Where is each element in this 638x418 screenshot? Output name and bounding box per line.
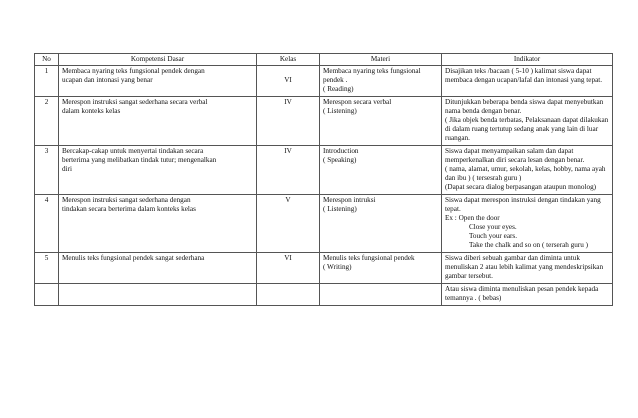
materi-cell: Menulis teks fungsional pendek ( Writing) [320, 253, 442, 284]
kompetensi-dasar-cell [59, 284, 257, 306]
row-number: 5 [35, 253, 59, 284]
indikator-cell: Atau siswa diminta menuliskan pesan pendek kepada temannya . ( bebas) [442, 284, 613, 306]
indikator-cell: Siswa dapat menyampaikan salam dan dapat memperkenalkan diri secara lesan dengan benar. ( nama, alamat, umur, sekolah, kelas, hobby, nama ayah dan ibu ) ( tersesrah guru ) (Dapat secara dialog berpasangan ataupun monolog) [442, 146, 613, 195]
header-kompetensi-dasar: Kompetensi Dasar [59, 54, 257, 66]
indikator-cell: Siswa dapat merespon instruksi dengan tindakan yang tepat. Ex : Open the door Close your eyes. Touch your ears. Take the chalk and so on ( terserah guru ) [442, 195, 613, 253]
indikator-cell: Disajikan teks /bacaan ( 5-10 ) kalimat siswa dapat membaca dengan ucapan/lafal dan intonasi yang tepat. [442, 66, 613, 97]
materi-cell [320, 284, 442, 306]
header-no: No [35, 54, 59, 66]
kompetensi-dasar-cell: Merespon instruksi sangat sederhana secara verbal dalam konteks kelas [59, 97, 257, 146]
indikator-cell: Ditunjukkan beberapa benda siswa dapat menyebutkan nama benda dengan benar. ( Jika objek benda terbatas, Pelaksanaan dapat dilakukan di dalam ruang tertutup sedang anak yang lain di luar ruangan. [442, 97, 613, 146]
materi-cell: Merespon intruksi ( Listening) [320, 195, 442, 253]
row-number: 1 [35, 66, 59, 97]
kompetensi-dasar-cell: Bercakap-cakap untuk menyertai tindakan secara berterima yang melibatkan tindak tutur; mengenalkan diri [59, 146, 257, 195]
header-indikator: Indikator [442, 54, 613, 66]
table-row [35, 66, 613, 97]
kelas-cell: IV [257, 97, 320, 146]
kompetensi-dasar-cell: Merespon instruksi sangat sederhana dengan tindakan secara berterima dalam konteks kelas [59, 195, 257, 253]
kelas-cell: IV [257, 146, 320, 195]
table-row [35, 284, 613, 306]
competency-table [34, 53, 613, 306]
kompetensi-dasar-cell: Membaca nyaring teks fungsional pendek dengan ucapan dan intonasi yang benar [59, 66, 257, 97]
materi-cell: Introduction ( Speaking) [320, 146, 442, 195]
row-number: 2 [35, 97, 59, 146]
materi-cell: Merespon secara verbal ( Listening) [320, 97, 442, 146]
kelas-cell: VI [257, 66, 320, 97]
materi-cell: Membaca nyaring teks fungsional pendek . ( Reading) [320, 66, 442, 97]
row-number [35, 284, 59, 306]
table-row [35, 253, 613, 284]
row-number: 3 [35, 146, 59, 195]
kelas-cell [257, 284, 320, 306]
table-row [35, 195, 613, 253]
kelas-cell: V [257, 195, 320, 253]
table-row [35, 146, 613, 195]
table-header-row [35, 54, 613, 66]
kelas-cell: VI [257, 253, 320, 284]
kompetensi-dasar-cell: Menulis teks fungsional pendek sangat sederhana [59, 253, 257, 284]
table-row [35, 97, 613, 146]
indikator-cell: Siswa diberi sebuah gambar dan diminta untuk menuliskan 2 atau lebih kalimat yang mendeskripsikan gambar tersebut. [442, 253, 613, 284]
row-number: 4 [35, 195, 59, 253]
header-kelas: Kelas [257, 54, 320, 66]
header-materi: Materi [320, 54, 442, 66]
